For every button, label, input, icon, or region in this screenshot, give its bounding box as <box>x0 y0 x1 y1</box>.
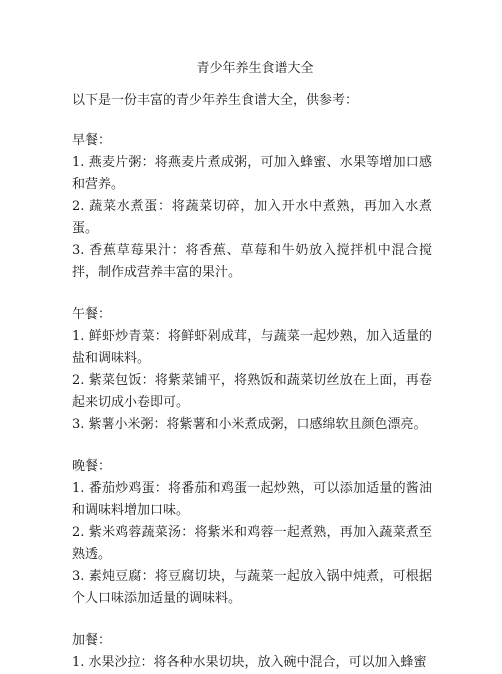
section-lunch <box>72 304 432 436</box>
recipe-item: 1. 水果沙拉：将各种水果切块，放入碗中混合，可以加入蜂蜜 <box>72 655 427 670</box>
recipe-item: 1. 番茄炒鸡蛋：将番茄和鸡蛋一起炒熟，可以添加适量的酱油和调味料增加口味。 <box>72 481 432 518</box>
section-heading: 午餐： <box>72 307 112 322</box>
section-dinner <box>72 456 432 610</box>
document-title: 青少年养生食谱大全 <box>196 61 314 76</box>
recipe-item: 3. 素炖豆腐：将豆腐切块，与蔬菜一起放入锅中炖煮，可根据个人口味添加适量的调味料。 <box>72 569 432 606</box>
recipe-item: 2. 紫菜包饭：将紫菜铺平，将熟饭和蔬菜切丝放在上面，再卷起来切成小卷即可。 <box>72 373 432 410</box>
section-breakfast <box>72 130 432 284</box>
recipe-item: 3. 紫薯小米粥：将紫薯和小米煮成粥，口感绵软且颜色漂亮。 <box>72 417 427 432</box>
section-snack <box>72 630 432 674</box>
recipe-item: 1. 鲜虾炒青菜：将鲜虾剁成茸，与蔬菜一起炒熟，加入适量的盐和调味料。 <box>72 329 432 366</box>
section-heading: 加餐： <box>72 633 112 648</box>
recipe-item: 1. 燕麦片粥：将燕麦片煮成粥，可加入蜂蜜、水果等增加口感和营养。 <box>72 155 432 192</box>
recipe-item: 2. 蔬菜水煮蛋：将蔬菜切碎，加入开水中煮熟，再加入水煮蛋。 <box>72 199 432 236</box>
intro-paragraph: 以下是一份丰富的青少年养生食谱大全，供参考： <box>72 93 359 108</box>
section-heading: 早餐： <box>72 133 112 148</box>
section-heading: 晚餐： <box>72 459 112 474</box>
recipe-item: 2. 紫米鸡蓉蔬菜汤：将紫米和鸡蓉一起煮熟，再加入蔬菜煮至熟透。 <box>72 525 432 562</box>
recipe-item: 3. 香蕉草莓果汁：将香蕉、草莓和牛奶放入搅拌机中混合搅拌，制作成营养丰富的果汁。 <box>72 243 432 280</box>
